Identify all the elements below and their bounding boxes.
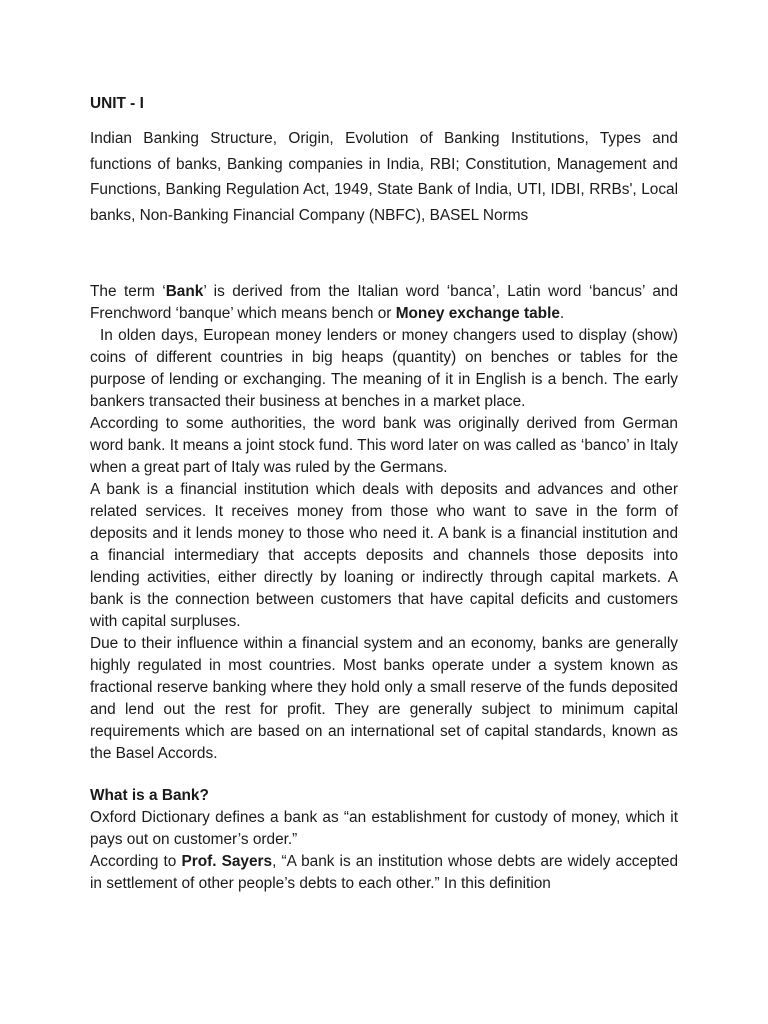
document-page: [90, 93, 678, 895]
olden-days-paragraph: In olden days, European money lenders or money changers used to display (show) coins of different countries in big heaps (quantity) on benches or tables for the purpose of lending or exchanging. The meaning of it in English is a bench. The early bankers transacted their business at benches in a market place.: [90, 327, 678, 410]
term-bank: Bank: [165, 283, 204, 300]
sayers-text-2: , “A bank is an institution whose debts are widely accepted in settlement of other people’s debts to each other.” In this definition: [90, 853, 679, 892]
syllabus-topics: Indian Banking Structure, Origin, Evolution of Banking Institutions, Types and functions of banks, Banking companies in India, RBI; Constitution, Management and Functions, Banking Regulation Act, 1949, State Bank of India, UTI, IDBI, RRBs', Local banks, Non-Banking Financial Company (NBFC), BASEL Norms: [90, 130, 678, 224]
etymology-text-2: ’ is derived from the Italian word ‘banca’, Latin word ‘bancus’ and Frenchword ‘banque’ which means bench or: [90, 283, 678, 322]
bank-etymology-paragraph: [90, 281, 678, 325]
regulation-paragraph: Due to their influence within a financial system and an economy, banks are generally highly regulated in most countries. Most banks operate under a system known as fractional reserve banking where they hold only a small reserve of the funds deposited and lend out the rest for profit. They are generally subject to minimum capital requirements which are based on an international set of capital standards, known as the Basel Accords.: [90, 635, 678, 762]
oxford-definition-paragraph: Oxford Dictionary defines a bank as “an establishment for custody of money, which it pays out on customer’s order.”: [90, 809, 678, 848]
term-money-exchange-table: Money exchange table: [395, 305, 560, 322]
sayers-definition-paragraph: [90, 851, 678, 895]
section-heading-what-is-a-bank: What is a Bank?: [90, 787, 209, 804]
spacer: [90, 228, 678, 281]
etymology-text-1: The term ‘: [90, 283, 166, 300]
german-origin-paragraph: According to some authorities, the word bank was originally derived from German word bank. It means a joint stock fund. This word later on was called as ‘banco’ in Italy when a great part of Italy was ruled by the Germans.: [90, 415, 678, 476]
unit-heading: UNIT - I: [90, 95, 144, 112]
prof-sayers-name: Prof. Sayers: [181, 853, 273, 870]
etymology-text-3: .: [559, 305, 565, 322]
sayers-text-1: According to: [90, 853, 182, 870]
bank-definition-paragraph: A bank is a financial institution which deals with deposits and advances and other related services. It receives money from those who want to save in the form of deposits and it lends money to those who need it. A bank is a financial institution and a financial intermediary that accepts deposits and channels those deposits into lending activities, either directly by loaning or indirectly through capital markets. A bank is the connection between customers that have capital deficits and customers with capital surpluses.: [90, 481, 678, 630]
